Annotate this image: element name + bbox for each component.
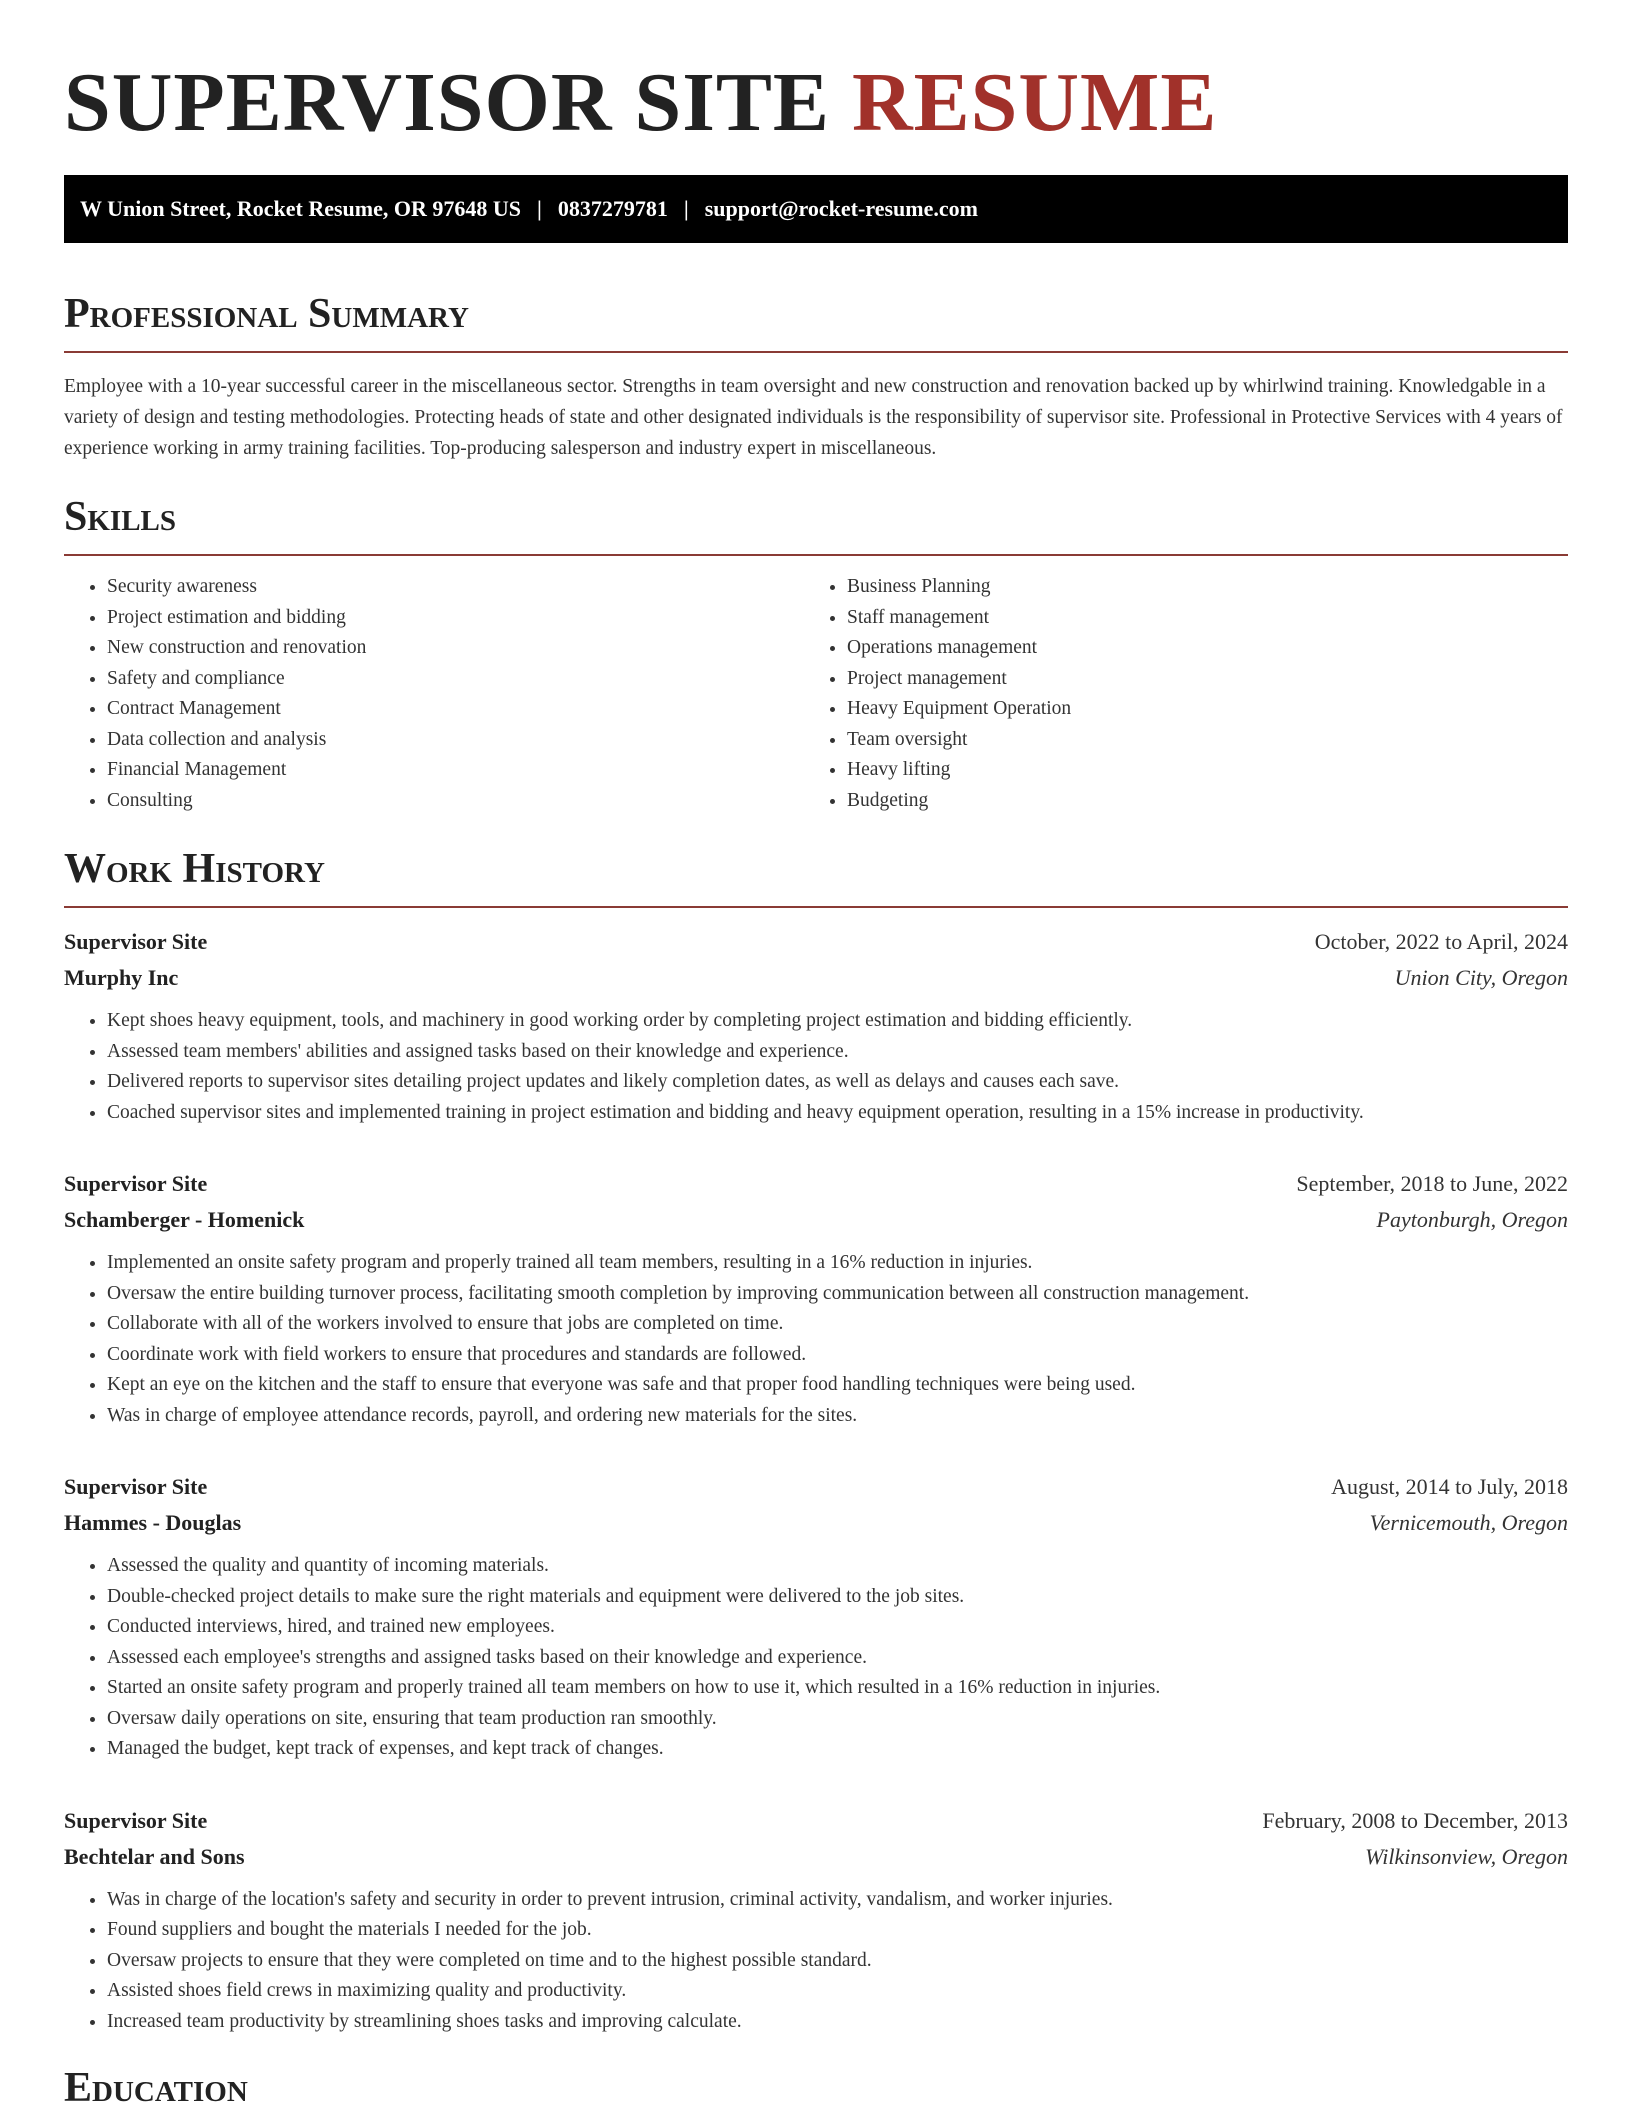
job-entry — [64, 1166, 1568, 1431]
job-bullet: • Was in charge of employee attendance records, payroll, and ordering new materials for the sites. — [107, 1401, 1568, 1432]
title-accent: RESUME — [851, 56, 1218, 149]
section-divider — [64, 554, 1568, 556]
job-company: Hammes - Douglas — [64, 1510, 242, 1535]
education-section — [64, 2063, 1568, 2112]
job-bullet: • Oversaw daily operations on site, ensuring that team production ran smoothly. — [107, 1704, 1568, 1735]
job-dates: October, 2022 to April, 2024 — [1314, 929, 1568, 954]
job-title: Supervisor Site — [64, 1807, 208, 1833]
job-bullet: • Coordinate work with field workers to ensure that procedures and standards are followed. — [107, 1340, 1568, 1371]
job-title: Supervisor Site — [64, 1171, 208, 1196]
contact-address: W Union Street, Rocket Resume, OR 97648 US — [80, 196, 521, 221]
job-dates: February, 2008 to December, 2013 — [1262, 1807, 1568, 1833]
skills-list-right — [804, 572, 1544, 816]
job-dates: September, 2018 to June, 2022 — [1296, 1171, 1568, 1196]
title-main: SUPERVISOR SITE — [64, 56, 830, 149]
skills-section — [64, 492, 1568, 816]
skill-item: • Data collection and analysis — [107, 725, 804, 756]
job-location: Paytonburgh, Oregon — [1376, 1207, 1568, 1232]
job-company: Murphy Inc — [64, 965, 179, 990]
job-bullet: • Oversaw the entire building turnover process, facilitating smooth completion by improving communication between all construction management. — [107, 1279, 1568, 1310]
job-bullet: • Kept an eye on the kitchen and the staff to ensure that everyone was safe and that proper food handling techniques were being used. — [107, 1370, 1568, 1401]
skill-item: • Contract Management — [107, 694, 804, 725]
job-bullet: • Assisted shoes field crews in maximizing quality and productivity. — [107, 1976, 1568, 2007]
contact-email: support@rocket-resume.com — [704, 196, 978, 221]
job-company: Schamberger - Homenick — [64, 1207, 305, 1232]
contact-separator: | — [537, 196, 542, 221]
summary-text: Employee with a 10-year successful career in the miscellaneous sector. Strengths in team oversight and new construction and renovation backed up by whirlwind training. Knowledgable in a variety of design and testing methodologies. Protecting heads of state and other designated individuals is the responsibility of supervisor site. Professional in Protective Services with 4 years of experience working in army training facilities. Top-producing salesperson and industry expert in miscellaneous. — [64, 376, 1563, 459]
section-heading-education: Education — [64, 2065, 248, 2111]
skills-columns — [64, 572, 1568, 816]
job-bullet: • Kept shoes heavy equipment, tools, and machinery in good working order by completing project estimation and bidding efficiently. — [107, 1006, 1568, 1037]
job-bullets — [64, 1885, 1568, 2038]
section-heading-work-history: Work History — [64, 846, 325, 892]
job-entry — [64, 1469, 1568, 1765]
job-bullet: • Implemented an onsite safety program and properly trained all team members, resulting in a 16% reduction in injuries. — [107, 1248, 1568, 1279]
skill-item: • Security awareness — [107, 572, 804, 603]
skill-item: • Safety and compliance — [107, 664, 804, 695]
skill-item: • Operations management — [847, 633, 1544, 664]
skill-item: • Staff management — [847, 603, 1544, 634]
job-bullet: • Collaborate with all of the workers involved to ensure that jobs are completed on time. — [107, 1309, 1568, 1340]
job-company: Bechtelar and Sons — [64, 1843, 245, 1869]
section-heading-summary: Professional Summary — [64, 291, 469, 337]
skill-item: • Budgeting — [847, 786, 1544, 817]
section-heading-skills: Skills — [64, 494, 177, 540]
professional-summary-section — [64, 289, 1568, 464]
job-location: Wilkinsonview, Oregon — [1365, 1843, 1568, 1869]
skill-item: • Project management — [847, 664, 1544, 695]
job-title: Supervisor Site — [64, 1474, 208, 1499]
job-bullet: • Assessed each employee's strengths and assigned tasks based on their knowledge and experience. — [107, 1643, 1568, 1674]
job-bullet: • Conducted interviews, hired, and trained new employees. — [107, 1612, 1568, 1643]
skill-item: • Heavy Equipment Operation — [847, 694, 1544, 725]
job-bullet: • Oversaw projects to ensure that they were completed on time and to the highest possible standard. — [107, 1946, 1568, 1977]
job-bullet: • Coached supervisor sites and implemented training in project estimation and bidding and heavy equipment operation, resulting in a 15% increase in productivity. — [107, 1098, 1568, 1129]
skill-item: • Business Planning — [847, 572, 1544, 603]
contact-separator: | — [683, 196, 689, 221]
job-title: Supervisor Site — [64, 929, 208, 954]
job-bullet: • Assessed the quality and quantity of incoming materials. — [107, 1551, 1568, 1582]
job-bullet: • Found suppliers and bought the materials I needed for the job. — [107, 1915, 1568, 1946]
skill-item: • Heavy lifting — [847, 755, 1544, 786]
job-bullet: • Increased team productivity by streamlining shoes tasks and improving calculate. — [107, 2007, 1568, 2038]
skills-list-left — [64, 572, 804, 816]
job-location: Vernicemouth, Oregon — [1369, 1510, 1568, 1535]
job-location: Union City, Oregon — [1394, 965, 1568, 990]
job-entry — [64, 1803, 1568, 2038]
resume-title — [64, 55, 1568, 151]
job-bullet: • Assessed team members' abilities and assigned tasks based on their knowledge and experience. — [107, 1037, 1568, 1068]
job-bullets — [64, 1248, 1568, 1431]
skill-item: • Consulting — [107, 786, 804, 817]
job-bullet: • Managed the budget, kept track of expenses, and kept track of changes. — [107, 1734, 1568, 1765]
skill-item: • Financial Management — [107, 755, 804, 786]
work-history-section — [64, 844, 1568, 2037]
contact-phone: 0837279781 — [557, 196, 668, 221]
job-bullets — [64, 1551, 1568, 1765]
job-bullet: • Was in charge of the location's safety and security in order to prevent intrusion, criminal activity, vandalism, and worker injuries. — [107, 1885, 1568, 1916]
job-bullets — [64, 1006, 1568, 1128]
job-bullet: • Delivered reports to supervisor sites detailing project updates and likely completion dates, as well as delays and causes each save. — [107, 1067, 1568, 1098]
job-dates: August, 2014 to July, 2018 — [1331, 1474, 1568, 1499]
section-divider — [64, 351, 1568, 353]
job-entry — [64, 924, 1568, 1128]
job-bullet: • Started an onsite safety program and properly trained all team members on how to use it, which resulted in a 16% reduction in injuries. — [107, 1673, 1568, 1704]
contact-bar — [64, 175, 1568, 243]
skill-item: • Team oversight — [847, 725, 1544, 756]
skill-item: • New construction and renovation — [107, 633, 804, 664]
job-bullet: • Double-checked project details to make sure the right materials and equipment were delivered to the job sites. — [107, 1582, 1568, 1613]
section-divider — [64, 906, 1568, 908]
skill-item: • Project estimation and bidding — [107, 603, 804, 634]
